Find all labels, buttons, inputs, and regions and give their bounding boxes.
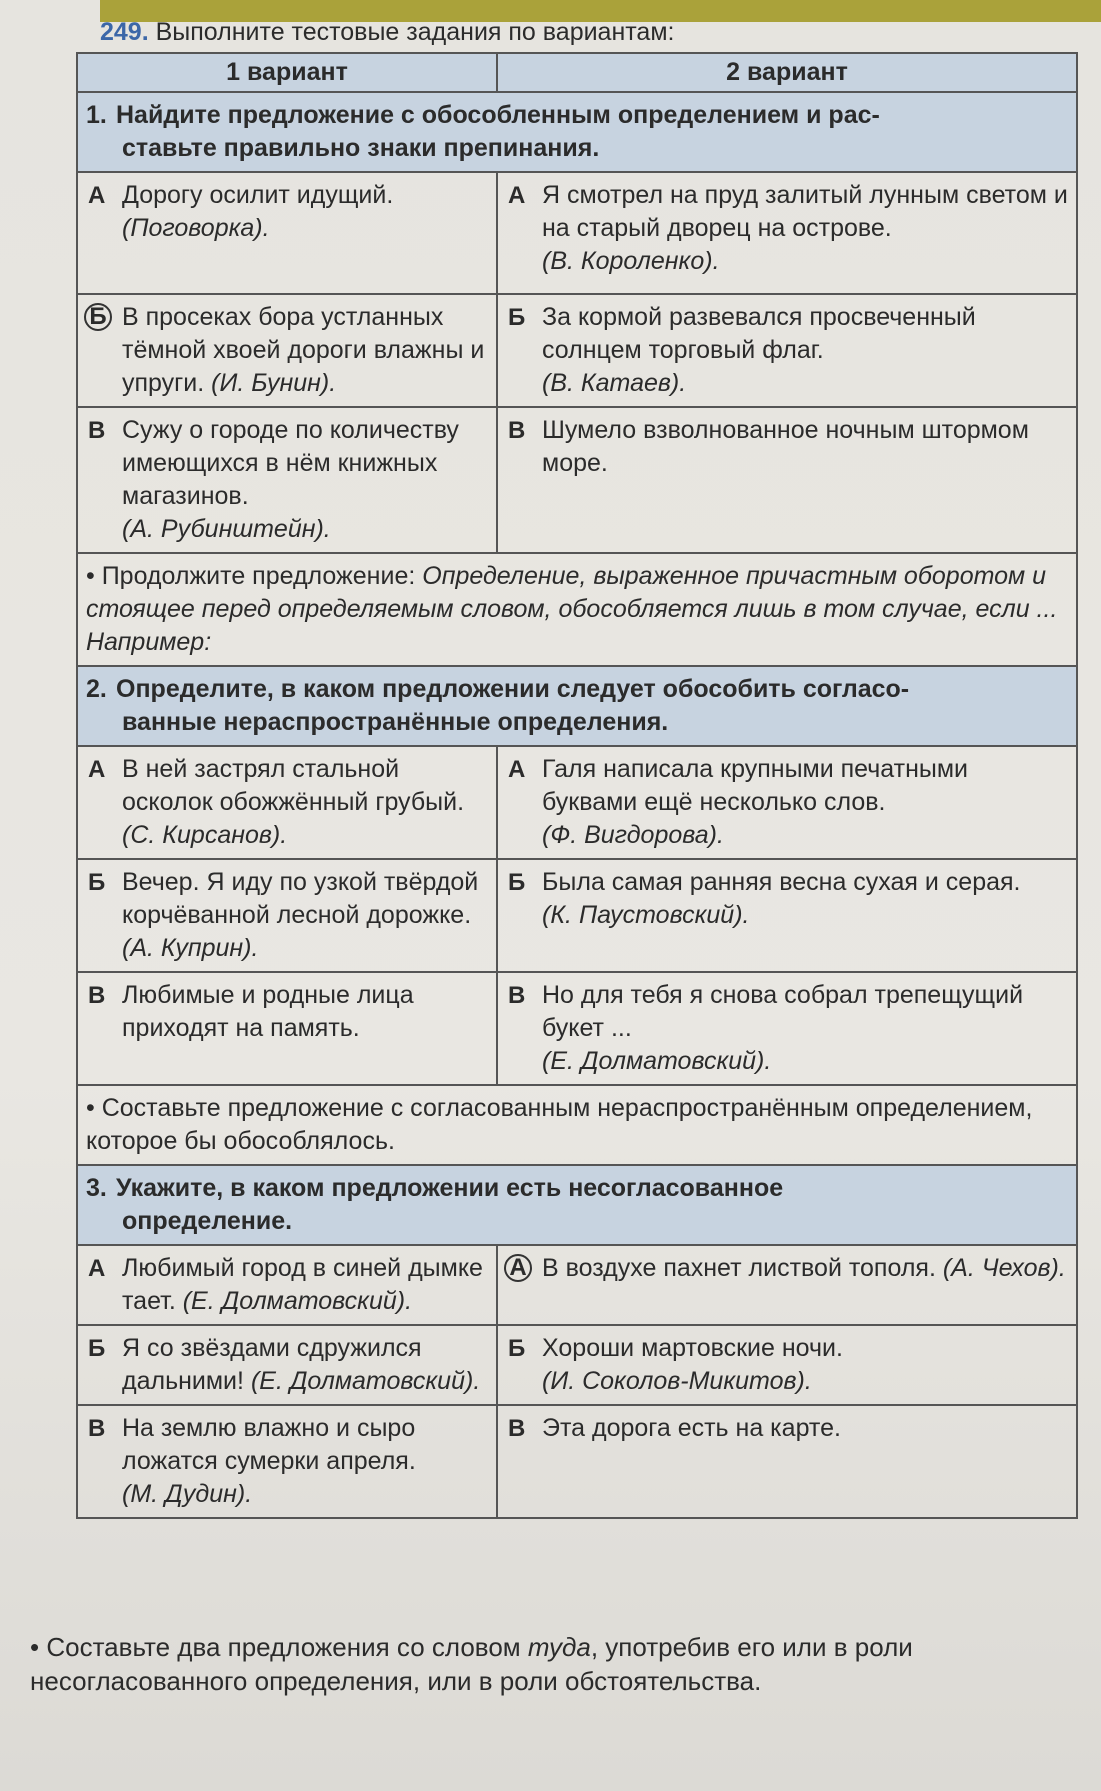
header-variant-1: 1 вариант	[77, 53, 497, 92]
task3-v2-option-c: В Эта дорога есть на карте.	[497, 1405, 1077, 1518]
final-note: • Составьте два предложения со словом туда, употребив его или в роли несогласованного определения, или в роли обстоятельства.	[30, 1632, 913, 1696]
circled-answer-mark: А	[504, 1254, 532, 1282]
task1-v1-option-b: Б В просеках бора устланных тёмной хвоей дороги влажны и упруги. (И. Бунин).	[77, 294, 497, 407]
task1-note: • Продолжите предложение: Определение, выраженное причастным оборотом и стоящее перед определяемым словом, обособляется лишь в том случае, если ... Например:	[77, 553, 1077, 666]
task3-v1-option-b: Б Я со звёздами сдружился дальними! (Е. Долматовский).	[77, 1325, 497, 1405]
task2-v2-option-c: В Но для тебя я снова собрал трепещущий букет ... (Е. Долматовский).	[497, 972, 1077, 1085]
task2-v2-option-b: Б Была самая ранняя весна сухая и серая. (К. Паустовский).	[497, 859, 1077, 972]
task1-v1-option-c: В Сужу о городе по количеству имеющихся в нём книжных магазинов. (А. Рубинштейн).	[77, 407, 497, 553]
task3-v2-option-b: Б Хороши мартовские ночи. (И. Соколов-Микитов).	[497, 1325, 1077, 1405]
task2-v1-option-c: В Любимые и родные лица приходят на память.	[77, 972, 497, 1085]
task3-v1-option-c: В На землю влажно и сыро ложатся сумерки апреля. (М. Дудин).	[77, 1405, 497, 1518]
test-table	[76, 52, 1078, 1519]
task2-v2-option-a: А Галя написала крупными печатными буквами ещё несколько слов. (Ф. Вигдорова).	[497, 746, 1077, 859]
task2-v1-option-b: Б Вечер. Я иду по узкой твёрдой корчёванной лесной дорожке. (А. Куприн).	[77, 859, 497, 972]
task3-v1-option-a: А Любимый город в синей дымке тает. (Е. Долматовский).	[77, 1245, 497, 1325]
task2-title: 2. Определите, в каком предложении следует обособить согласо- ванные нераспространённые определения.	[77, 666, 1077, 746]
task1-title: 1. Найдите предложение с обособленным определением и рас- ставьте правильно знаки препинания.	[77, 92, 1077, 172]
task1-v2-option-c: В Шумело взволнованное ночным штормом море.	[497, 407, 1077, 553]
task1-v2-option-b: Б За кормой развевался просвеченный солнцем торговый флаг. (В. Катаев).	[497, 294, 1077, 407]
task1-v2-option-a: А Я смотрел на пруд залитый лунным светом и на старый дворец на острове. (В. Короленко).	[497, 172, 1077, 294]
task2-v1-option-a: А В ней застрял стальной осколок обожжённый грубый. (С. Кирсанов).	[77, 746, 497, 859]
exercise-heading	[100, 18, 674, 47]
exercise-number: 249.	[100, 18, 149, 46]
task3-title: 3. Укажите, в каком предложении есть несогласованное определение.	[77, 1165, 1077, 1245]
task1-v1-option-a: А Дорогу осилит идущий. (Поговорка).	[77, 172, 497, 294]
header-variant-2: 2 вариант	[497, 53, 1077, 92]
task3-v2-option-a: А В воздухе пахнет листвой тополя. (А. Чехов).	[497, 1245, 1077, 1325]
circled-answer-mark: Б	[84, 303, 112, 331]
task2-note: • Составьте предложение с согласованным нераспространённым определением, которое бы обособлялось.	[77, 1085, 1077, 1165]
exercise-title: Выполните тестовые задания по вариантам:	[155, 18, 675, 46]
keyword: туда	[527, 1632, 591, 1662]
